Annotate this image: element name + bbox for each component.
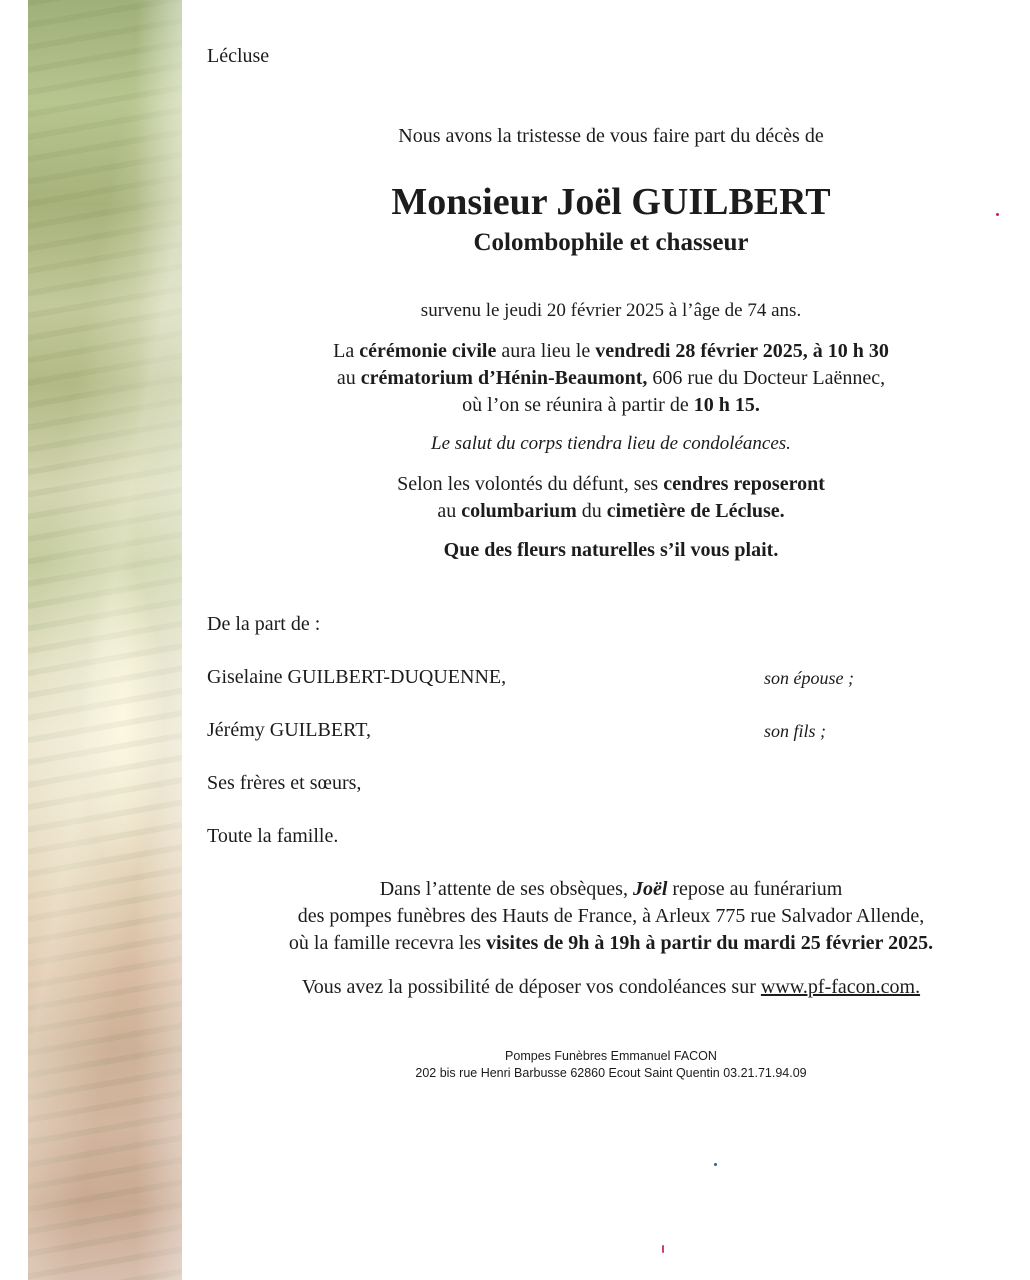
wishes-line-2 [182, 500, 1030, 523]
family-member-name: Giselaine GUILBERT-DUQUENNE, [207, 666, 507, 688]
scan-speck [662, 1245, 664, 1253]
wishes-line-1 [182, 473, 1030, 496]
wishes-text: du [576, 500, 607, 522]
ceremony-line-3 [182, 394, 1030, 417]
rest-line-1 [182, 878, 1030, 901]
gathering-time: 10 h 15. [693, 394, 760, 416]
rest-firstname: Joël [632, 878, 668, 900]
flowers-note: Que des fleurs naturelles s’il vous plait. [443, 539, 779, 561]
visiting-hours: visites de 9h à 19h à partir du mardi 25 février 2025. [486, 932, 934, 954]
ceremony-place: crématorium d’Hénin-Beaumont, [360, 367, 648, 389]
condolences-text: Vous avez la possibilité de déposer vos condoléances sur [301, 976, 761, 998]
salut-text: Le salut du corps tiendra lieu de condoléances. [431, 433, 791, 454]
ceremony-text: aura lieu le [496, 340, 596, 362]
condolences-line [182, 976, 1030, 999]
rest-text: où la famille recevra les [288, 932, 487, 954]
wishes-text: au [437, 500, 462, 522]
family-member-name: Toute la famille. [207, 825, 339, 847]
from-label: De la part de : [207, 613, 321, 635]
wishes-ashes: cendres reposeront [663, 473, 825, 495]
deceased-subtitle: Colombophile et chasseur [473, 229, 749, 256]
ceremony-line-2 [182, 367, 1030, 390]
rest-line-2: des pompes funèbres des Hauts de France, à Arleux 775 rue Salvador Allende, [297, 905, 925, 927]
wishes-cemetery: cimetière de Lécluse. [606, 500, 785, 522]
ceremony-text: La [333, 340, 360, 362]
ceremony-text: au [336, 367, 361, 389]
family-member-role: son fils ; [764, 721, 827, 741]
ceremony-type: cérémonie civile [359, 340, 497, 362]
ceremony-date: vendredi 28 février 2025, à 10 h 30 [595, 340, 889, 362]
family-member-name: Jérémy GUILBERT, [207, 719, 371, 741]
location: Lécluse [207, 45, 270, 67]
family-member-role: son épouse ; [764, 668, 854, 688]
family-member-name: Ses frères et sœurs, [207, 772, 362, 794]
intro-text: Nous avons la tristesse de vous faire part du décès de [398, 125, 824, 147]
forest-path-photo [28, 0, 182, 1280]
rest-text: Dans l’attente de ses obsèques, [379, 878, 633, 900]
funeral-home-address: 202 bis rue Henri Barbusse 62860 Ecout Saint Quentin 03.21.71.94.09 [415, 1066, 807, 1080]
wishes-text: Selon les volontés du défunt, ses [397, 473, 664, 495]
ceremony-text: où l’on se réunira à partir de [462, 394, 694, 416]
death-date: survenu le jeudi 20 février 2025 à l’âge de 74 ans. [420, 300, 802, 321]
deceased-name: Monsieur Joël GUILBERT [391, 181, 831, 223]
scan-speck [714, 1163, 717, 1166]
scan-speck [996, 213, 999, 216]
wishes-columbarium: columbarium [461, 500, 577, 522]
ceremony-address: 606 rue du Docteur Laënnec, [647, 367, 886, 389]
rest-line-3 [182, 932, 1030, 955]
condolences-link[interactable]: www.pf-facon.com. [760, 976, 921, 998]
ceremony-line-1 [182, 340, 1030, 363]
rest-text: repose au funérarium [667, 878, 843, 900]
funeral-home-name: Pompes Funèbres Emmanuel FACON [505, 1049, 717, 1063]
